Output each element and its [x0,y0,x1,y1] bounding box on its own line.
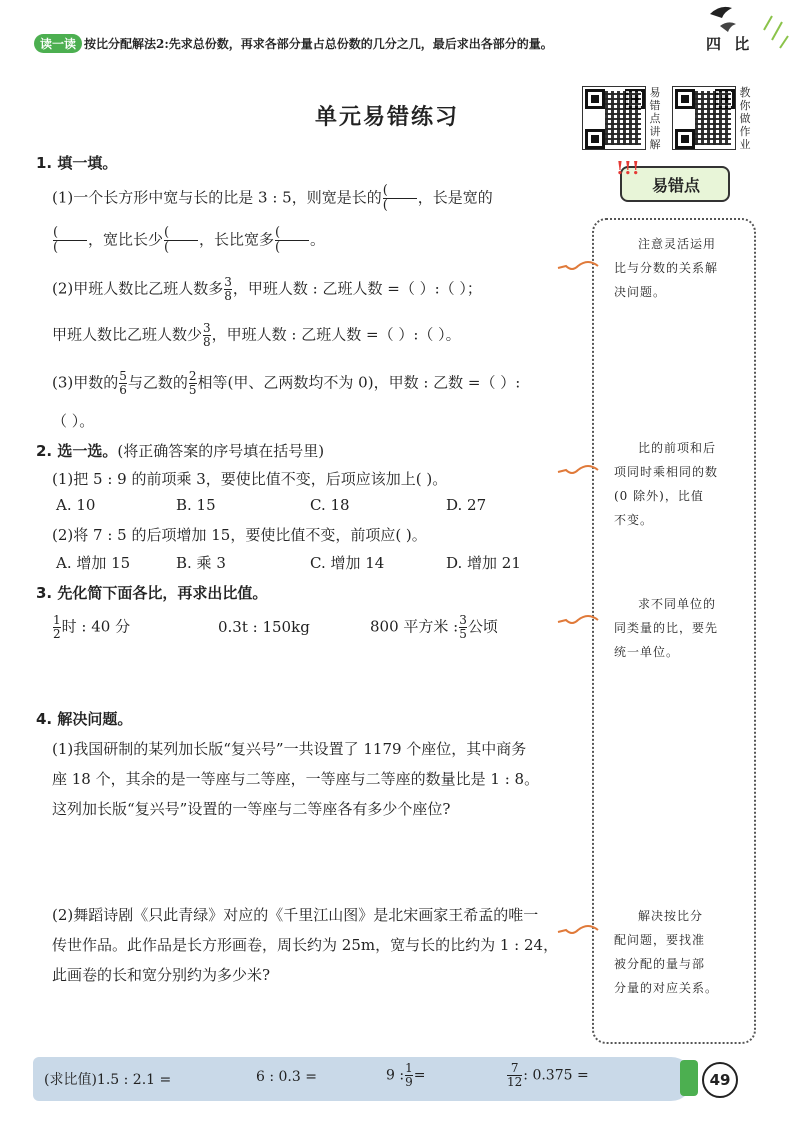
qr-code-homework-icon[interactable] [672,86,736,150]
numerator: 3 [203,321,211,335]
text: ，长比宽多 [199,230,275,249]
fraction-7-12 [507,1062,522,1089]
tip-line: 比与分数的关系解 [614,261,719,275]
qr-code-explain-icon[interactable] [582,86,646,150]
q2-p1-option-d: D. 27 [446,496,487,514]
q4-p1-line3: 这列加长版“复兴号”设置的一等座与二等座各有多少个座位? [52,800,451,818]
fraction-2-5 [189,370,197,397]
tip-4 [614,904,744,1000]
denominator: 12 [507,1075,523,1089]
q1-p2-line1 [52,276,482,303]
denominator: 2 [53,627,61,641]
tip-line: 决问题。 [614,285,667,299]
q4-p2-line1: (2)舞蹈诗剧《只此青绿》对应的《千里江山图》是北宋画家王希孟的唯一 [52,906,539,924]
q2-heading [36,440,324,461]
blank: ( [275,240,281,255]
footer-expr-2: 6 : 0.3 = [256,1069,317,1085]
tip-line: 配问题，要找准 [614,933,706,947]
text: 甲班人数比乙班人数少 [52,325,203,344]
text: ，甲班人数 : 乙班人数 =（ ）:（ ）； [232,279,482,298]
text: 相等(甲、乙两数均不为 0)，甲数 : 乙数 =（ ）: [197,373,521,392]
q2-p1-option-a: A. 10 [56,496,96,514]
q3-expr-3 [370,614,498,641]
text: 9 : [386,1067,405,1084]
fraction-blank[interactable] [164,226,198,255]
fraction-1-2 [53,614,61,641]
tip-3 [614,592,744,664]
text: 公顷 [467,617,498,636]
numerator: 3 [224,275,232,289]
text: ，甲班人数 : 乙班人数 =（ ）:（ ）。 [211,325,461,344]
numerator: 7 [510,1061,519,1075]
tip-line: (0 除外)，比值 [614,489,704,503]
footer-expr-3 [386,1062,425,1089]
q2-p1-option-b: B. 15 [176,496,216,514]
q2-p2-option-c: C. 增加 14 [310,554,385,572]
fraction-bar [53,240,87,241]
tip-2 [614,436,744,532]
q2-p2-option-a: A. 增加 15 [56,554,131,572]
q2-p2-option-b: B. 乘 3 [176,554,226,572]
numerator: 5 [119,369,127,383]
denominator: 5 [459,627,467,641]
text: : 0.375 = [523,1067,589,1084]
text: 与乙数的 [127,373,188,392]
tip-line: 解决按比分 [638,909,704,923]
text: ，宽比长少 [88,230,164,249]
q1-p3-line2: （ ）。 [52,412,95,430]
blank: ( [53,225,59,240]
q1-p3-line1 [52,370,520,397]
denominator: 8 [224,289,232,303]
fraction-blank[interactable] [275,226,309,255]
q2-p1-option-c: C. 18 [310,496,350,514]
q1-p1-line2 [52,226,325,255]
swirl-arrow-icon [556,612,600,626]
q1-p2-line2 [52,322,461,349]
blank: ( [164,225,170,240]
q2-note: (将正确答案的序号填在括号里) [117,442,325,460]
blank: ( [164,240,170,255]
q3-expr-1 [52,614,130,641]
q4-p2-line2: 传世作品。此作品是长方形画卷，周长约为 25m，宽与长的比约为 1 : 24， [52,936,559,954]
tip-line: 不变。 [614,513,654,527]
tip-line: 求不同单位的 [638,597,717,611]
q3-heading: 3. 先化简下面各比，再求出比值。 [36,584,268,602]
tip-line: 同类量的比，要先 [614,621,719,635]
q2-p2: (2)将 7 : 5 的后项增加 15，要使比值不变，前项应( )。 [52,526,427,544]
text: (3)甲数的 [52,373,119,392]
page-title: 单元易错练习 [315,105,460,130]
pitfall-label: 易错点 [652,176,701,195]
page-number: 49 [702,1062,738,1098]
pitfall-tag [616,158,730,202]
text: (2)甲班人数比乙班人数多 [52,279,224,298]
blank: ( [275,225,281,240]
numerator: 2 [188,369,197,383]
tip-line: 注意灵活运用 [638,237,717,251]
fraction-bar [383,198,417,199]
q1-p1-line1 [52,184,493,213]
fraction-bar [275,240,309,241]
tip-1 [614,232,744,304]
swirl-arrow-icon [556,922,600,936]
footer-expr-1: (求比值)1.5 : 2.1 = [44,1072,172,1088]
page-tab-icon [680,1060,698,1096]
unit-label: 四 比 [706,35,754,53]
footer-expr-4 [506,1062,589,1089]
tip-line: 项同时乘相同的数 [614,465,719,479]
q4-p2-line3: 此画卷的长和宽分别约为多少米? [52,966,271,984]
fraction-5-6 [119,370,127,397]
qr-label-explain: 易错点讲解 [649,86,661,151]
tip-line: 分量的对应关系。 [614,981,719,995]
fraction-bar [164,240,198,241]
q4-heading: 4. 解决问题。 [36,710,133,728]
text: 。 [310,230,326,249]
text: = [413,1067,426,1084]
q2-p1: (1)把 5 : 9 的前项乘 3，要使比值不变，后项应该加上( )。 [52,470,448,488]
tip-line: 被分配的量与部 [614,957,706,971]
q1-heading: 1. 填一填。 [36,154,118,172]
text: ，长是宽的 [417,188,493,207]
text: 800 平方米 : [370,617,459,636]
fraction-3-5 [459,614,467,641]
denominator: 5 [188,383,197,397]
q4-p1-line1: (1)我国研制的某列加长版“复兴号”一共设置了 1179 个座位，其中商务 [52,740,527,758]
numerator: 3 [459,613,467,627]
numerator: 1 [53,613,61,627]
swirl-arrow-icon [556,462,600,476]
blank: ( [382,183,388,198]
tip-line: 统一单位。 [614,645,680,659]
page-number-badge [680,1058,740,1098]
fraction-blank[interactable] [53,226,87,255]
q2-p2-option-d: D. 增加 21 [446,554,521,572]
qr-label-homework: 教你做作业 [739,86,751,151]
tip-line: 比的前项和后 [638,441,717,455]
read-badge: 读一读 [34,34,82,53]
bird-decoration-icon [640,0,800,80]
exclaim-icon: !!! [616,158,640,179]
denominator: 9 [405,1075,413,1089]
denominator: 8 [203,335,211,349]
blank: ( [382,198,388,213]
swirl-arrow-icon [556,258,600,272]
q3-expr-2: 0.3t : 150kg [218,618,310,636]
text: 时 : 40 分 [61,617,131,636]
q4-p1-line2: 座 18 个，其余的是一等座与二等座，一等座与二等座的数量比是 1 : 8。 [52,770,540,788]
fraction-1-9 [405,1062,413,1089]
header-text: 按比分配解法2:先求总份数，再求各部分量占总份数的几分之几，最后求出各部分的量。 [84,37,553,51]
fraction-3-8 [224,276,232,303]
fraction-3-8 [203,322,211,349]
text: (1)一个长方形中宽与长的比是 3 : 5，则宽是长的 [52,188,382,207]
q2-title: 2. 选一选。 [36,442,118,460]
numerator: 1 [405,1061,413,1075]
blank: ( [53,240,59,255]
fraction-blank[interactable] [383,184,417,213]
denominator: 6 [119,383,127,397]
